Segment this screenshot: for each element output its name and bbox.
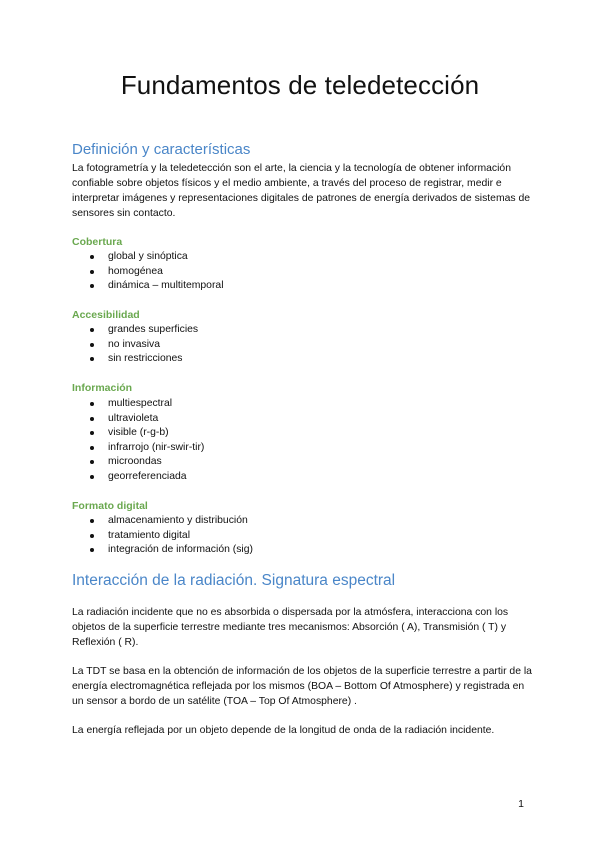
list-item-text: integración de información (sig) [108,544,253,556]
list-item [72,412,204,427]
list-item-text: multiespectral [108,398,173,409]
list-item [72,279,224,294]
bullet-icon [90,357,94,361]
bullet-icon [90,417,94,421]
page-number: 1 [518,798,524,810]
bullet-icon [90,255,94,259]
list-item [72,338,198,353]
section-heading-definicion: Definición y características [72,141,251,158]
bullet-icon [90,534,94,538]
list-item [72,514,253,529]
bullet-icon [90,431,94,435]
list-item-text: ultravioleta [108,412,159,424]
list-item [72,265,224,280]
bullet-icon [90,328,94,332]
list-item [72,543,253,558]
paragraph-interaccion-2: La TDT se basa en la obtención de información de los objetos de la superficie terrestre a partir de la energía electromagnética reflejada por los mismos (BOA – Bottom Of Atmosphere) y registrada en un sensor a bordo de un satélite (TOA – Top Of Atmosphere) . [72,666,532,707]
bullet-icon [90,402,94,406]
list-item [72,250,224,265]
list-item-text: sin restricciones [108,353,183,365]
list-item [72,529,253,544]
bullet-icon [90,270,94,274]
subheading-accesibilidad: Accesibilidad [72,309,140,321]
definition-paragraph: La fotogrametría y la teledetección son el arte, la ciencia y la tecnología de obtener información confiable sobre objetos físicos y el medio ambiente, a través del proceso de registrar, medir e interpretar imágenes y representaciones digitales de patrones de energía derivados de sistemas de sensores sin contacto. [72,163,531,219]
list-informacion [72,397,204,485]
bullet-icon [90,343,94,347]
list-item-text: no invasiva [108,338,160,350]
subheading-formato-digital: Formato digital [72,500,148,512]
bullet-icon [90,446,94,450]
list-formato-digital [72,514,253,558]
list-item [72,426,204,441]
list-item-text: infrarrojo (nir-swir-tir) [108,441,205,453]
list-item-text: homogénea [108,265,163,277]
list-item-text: almacenamiento y distribución [108,515,248,526]
list-item [72,441,204,456]
list-accesibilidad [72,323,198,367]
bullet-icon [90,460,94,464]
section-heading-interaccion: Interacción de la radiación. Signatura espectral [72,572,396,589]
list-item-text: dinámica – multitemporal [108,280,224,292]
list-cobertura [72,250,224,294]
page-title: Fundamentos de teledetección [120,70,480,100]
list-item-text: tratamiento digital [108,529,191,541]
list-item [72,455,204,470]
list-item [72,470,204,485]
paragraph-interaccion-3: La energía reflejada por un objeto depende de la longitud de onda de la radiación incidente. [72,725,495,736]
list-item-text: grandes superficies [108,324,199,335]
subheading-cobertura: Cobertura [72,236,123,248]
list-item-text: georreferenciada [108,470,187,482]
list-item-text: global y sinóptica [108,251,188,262]
subheading-informacion: Información [72,382,133,394]
paragraph-interaccion-1: La radiación incidente que no es absorbida o dispersada por la atmósfera, interacciona con los objetos de la superficie terrestre mediante tres mecanismos: Absorción ( A), Transmisión ( T) y Reflexión ( R). [72,607,509,648]
bullet-icon [90,548,94,552]
list-item [72,352,198,367]
list-item [72,323,198,338]
bullet-icon [90,519,94,523]
list-item-text: microondas [108,456,162,468]
list-item [72,397,204,412]
bullet-icon [90,475,94,479]
list-item-text: visible (r-g-b) [108,427,169,439]
bullet-icon [90,284,94,288]
